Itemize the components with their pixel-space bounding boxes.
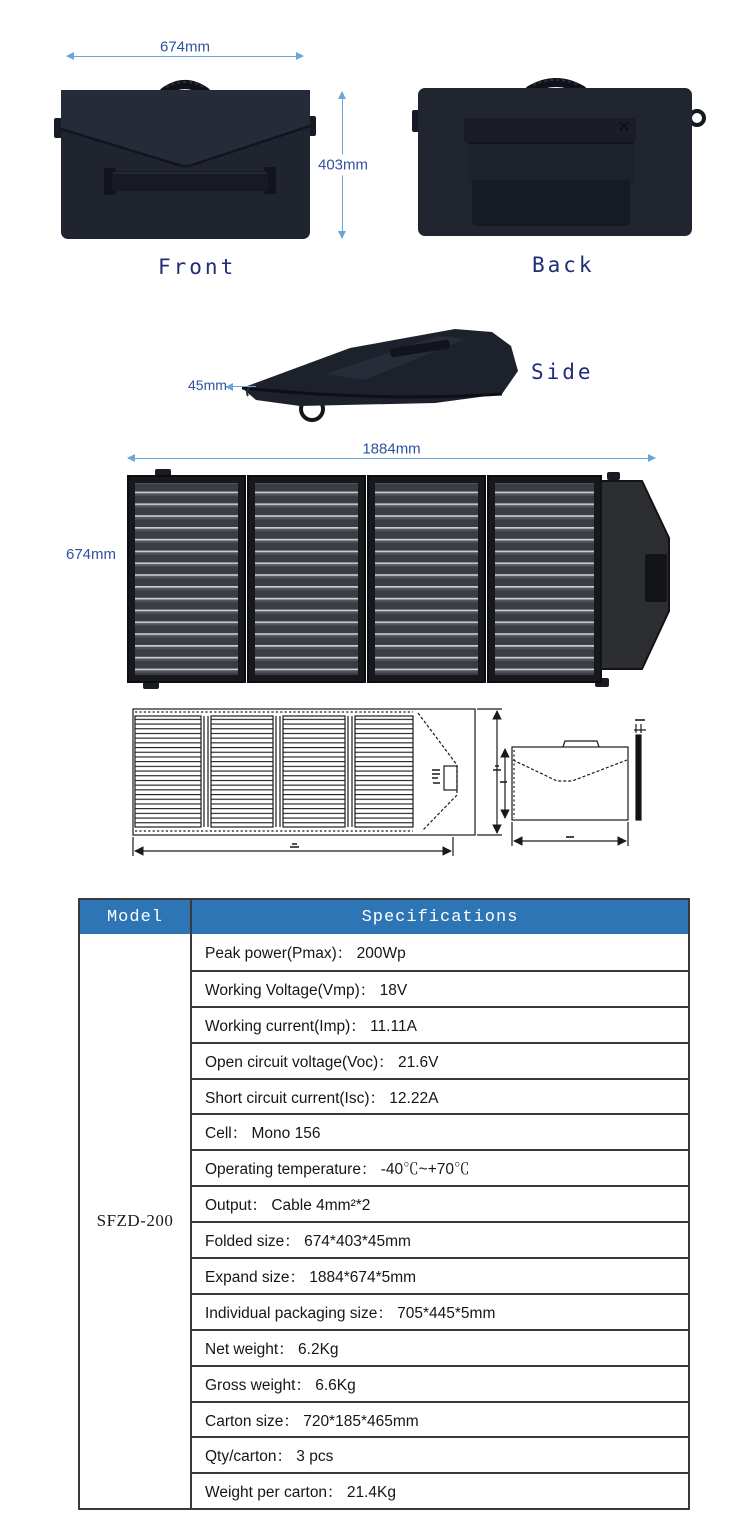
- model-value-cell: SFZD-200: [80, 934, 192, 1508]
- spec-row: Individual packaging size： 705*445*5mm: [192, 1293, 688, 1329]
- spec-row: Working current(Imp)： 11.11A: [192, 1006, 688, 1042]
- spec-row: Working Voltage(Vmp)： 18V: [192, 970, 688, 1006]
- expanded-view-photo: [125, 468, 690, 690]
- spec-table: [78, 898, 690, 1510]
- front-view-label: Front: [158, 255, 237, 279]
- spec-row: Weight per carton： 21.4Kg: [192, 1472, 688, 1508]
- expanded-width-dimension-label: 1884mm: [355, 441, 427, 458]
- spec-row: Expand size： 1884*674*5mm: [192, 1257, 688, 1293]
- back-view-photo: [412, 74, 710, 240]
- spec-row: Gross weight： 6.6Kg: [192, 1365, 688, 1401]
- spec-rows: [192, 934, 688, 1508]
- front-view-photo: [52, 74, 318, 242]
- spec-row: Folded size： 674*403*45mm: [192, 1221, 688, 1257]
- spec-row: Output： Cable 4mm²*2: [192, 1185, 688, 1221]
- spec-table-header: [80, 900, 688, 934]
- side-view-photo: [230, 316, 530, 430]
- spec-row: Carton size： 720*185*465mm: [192, 1401, 688, 1437]
- technical-drawing: [100, 700, 670, 868]
- spec-table-body: [80, 934, 688, 1508]
- spec-row: Cell： Mono 156: [192, 1113, 688, 1149]
- spec-row: Open circuit voltage(Voc)： 21.6V: [192, 1042, 688, 1078]
- front-height-dimension-arrow: [317, 92, 369, 238]
- back-view-label: Back: [532, 253, 595, 277]
- side-view-label: Side: [531, 360, 594, 384]
- front-width-dimension-arrow: [67, 38, 303, 57]
- model-column-header: Model: [80, 900, 192, 934]
- spec-row: Operating temperature： -40℃~+70℃: [192, 1149, 688, 1185]
- spec-row: Short circuit current(Isc)： 12.22A: [192, 1078, 688, 1114]
- spec-row: Net weight： 6.2Kg: [192, 1329, 688, 1365]
- side-thickness-callout-arrow: [226, 386, 256, 387]
- front-height-dimension-label: 403mm: [317, 156, 369, 174]
- spec-row: Peak power(Pmax)： 200Wp: [205, 944, 406, 962]
- side-thickness-dimension-label: 45mm: [188, 377, 227, 393]
- specifications-column-header: Specifications: [361, 907, 519, 927]
- front-width-dimension-label: 674mm: [153, 39, 217, 56]
- expanded-width-dimension-arrow: [128, 440, 655, 459]
- spec-row: Qty/carton： 3 pcs: [192, 1436, 688, 1472]
- expanded-height-dimension-label: 674mm: [66, 546, 117, 563]
